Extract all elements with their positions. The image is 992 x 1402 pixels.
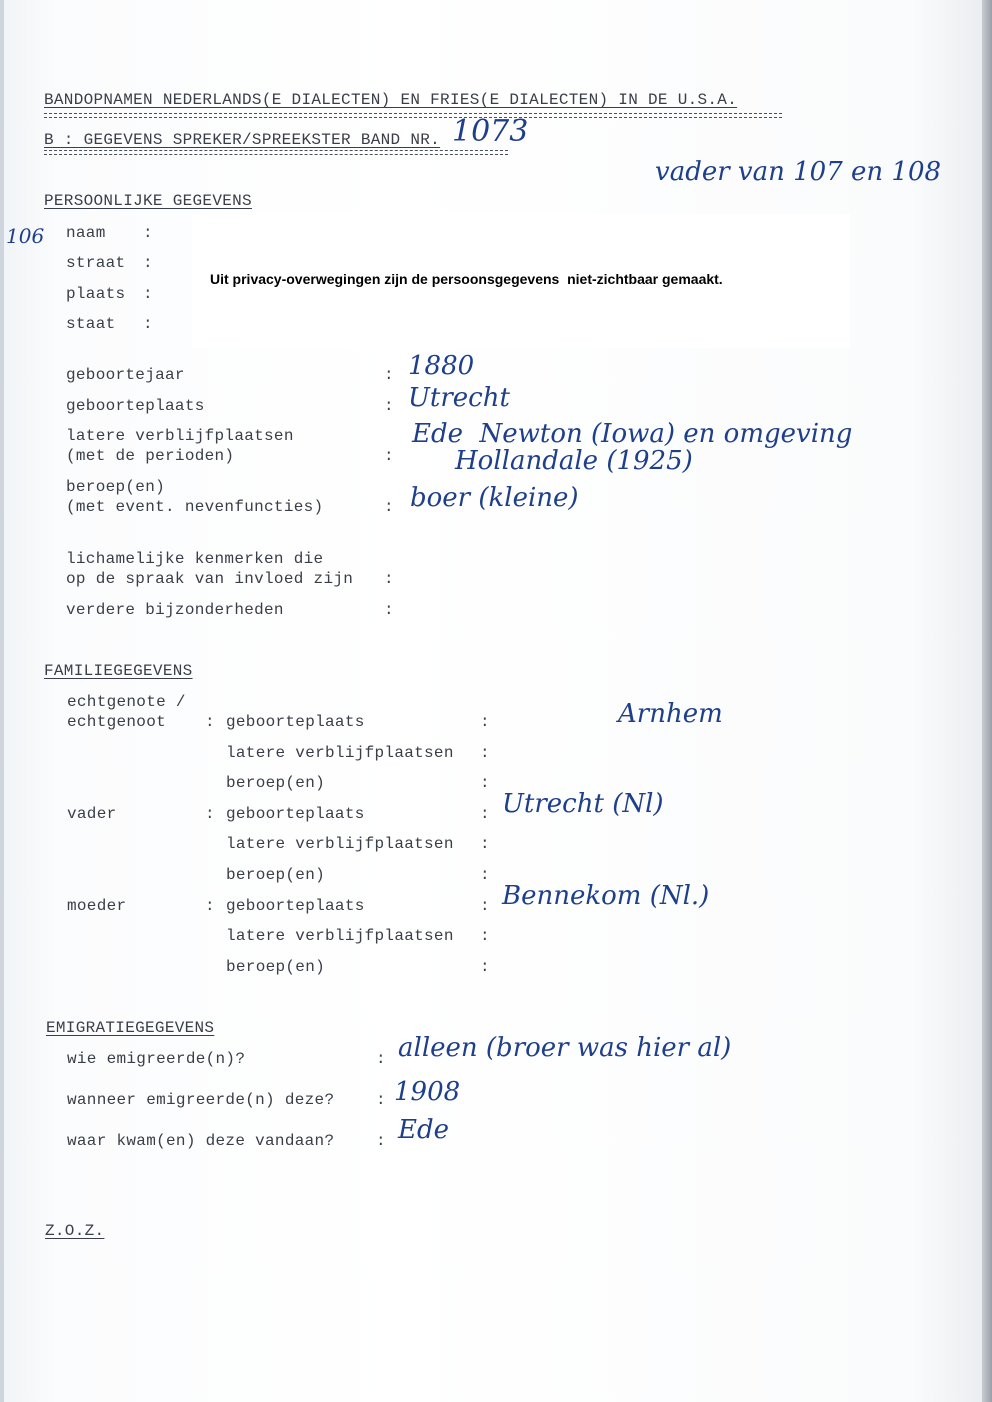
label-vader-beroep: beroep(en) [226,866,326,884]
page-footer-zoz: Z.O.Z. [45,1222,105,1240]
label-beroep: beroep(en) [66,478,166,496]
value-spouse-geboorteplaats: Arnhem [618,699,723,729]
subtitle-rule-2 [44,154,508,155]
label-moeder-beroep: beroep(en) [226,958,326,976]
label-vader-verblijf: latere verblijfplaatsen [226,835,454,853]
colon: : [205,897,215,915]
label-geboortejaar: geboortejaar [66,366,185,384]
colon: : [376,1132,386,1150]
colon: : [480,744,490,762]
colon: : [143,254,153,272]
colon: : [480,897,490,915]
document-title: BANDOPNAMEN NEDERLANDS(E DIALECTEN) EN FRIES(E DIALECTEN) IN DE U.S.A. [44,91,738,109]
label-moeder-geboorteplaats: geboorteplaats [226,897,365,915]
label-vader: vader [67,805,117,823]
page-fold-edge [0,0,4,1402]
value-wie-emigreerde: alleen (broer was hier al) [398,1033,732,1063]
value-wanneer-emigreerde: 1908 [394,1077,461,1107]
value-verblijfplaatsen-1: Ede Newton (Iowa) en omgeving [412,419,853,449]
label-moeder: moeder [67,897,127,915]
colon: : [480,835,490,853]
section-heading-personal: PERSOONLIJKE GEGEVENS [44,192,252,210]
label-verblijfplaatsen: latere verblijfplaatsen [66,427,294,445]
colon: : [376,1050,386,1068]
colon: : [384,601,394,619]
label-echtgenoot: echtgenoot [67,713,167,731]
label-nevenfuncties: (met event. nevenfuncties) [66,498,324,516]
title-rule-2 [44,117,782,118]
label-waar-vandaan: waar kwam(en) deze vandaan? [67,1132,335,1150]
label-spouse-geboorteplaats: geboorteplaats [226,713,365,731]
label-spouse-beroep: beroep(en) [226,774,326,792]
colon: : [384,366,394,384]
page-edge-shadow [982,0,992,1402]
colon: : [480,958,490,976]
label-plaats: plaats [66,285,126,303]
colon: : [480,866,490,884]
label-spouse-verblijf: latere verblijfplaatsen [226,744,454,762]
section-heading-family: FAMILIEGEGEVENS [44,662,193,680]
band-number-handwritten: 1073 [452,114,529,149]
title-rule [44,113,782,114]
colon: : [143,285,153,303]
label-spraak: op de spraak van invloed zijn [66,570,354,588]
colon: : [384,447,394,465]
colon: : [480,927,490,945]
label-staat: staat [66,315,116,333]
colon: : [205,713,215,731]
label-wie-emigreerde: wie emigreerde(n)? [67,1050,246,1068]
margin-note: 106 [6,224,45,248]
label-vader-geboorteplaats: geboorteplaats [226,805,365,823]
colon: : [143,224,153,242]
colon: : [376,1091,386,1109]
value-geboortejaar: 1880 [408,351,475,381]
band-subtitle: B : GEGEVENS SPREKER/SPREEKSTER BAND NR. [44,131,441,149]
label-echtgenote: echtgenote / [67,693,186,711]
subtitle-rule [44,150,508,151]
colon: : [384,570,394,588]
section-heading-emigration: EMIGRATIEGEGEVENS [46,1019,215,1037]
colon: : [384,397,394,415]
label-kenmerken: lichamelijke kenmerken die [66,550,324,568]
handwritten-annotation: vader van 107 en 108 [655,157,942,187]
colon: : [480,805,490,823]
value-geboorteplaats: Utrecht [408,383,510,413]
value-verblijfplaatsen-2: Hollandale (1925) [455,446,693,476]
value-moeder-geboorteplaats: Bennekom (Nl.) [502,881,710,911]
label-wanneer-emigreerde: wanneer emigreerde(n) deze? [67,1091,335,1109]
label-straat: straat [66,254,126,272]
colon: : [480,774,490,792]
colon: : [480,713,490,731]
label-bijzonderheden: verdere bijzonderheden [66,601,284,619]
colon: : [384,498,394,516]
privacy-notice: Uit privacy-overwegingen zijn de persoonsgegevens niet-zichtbaar gemaakt. [210,271,723,287]
value-vader-geboorteplaats: Utrecht (Nl) [502,789,664,819]
colon: : [143,315,153,333]
label-geboorteplaats: geboorteplaats [66,397,205,415]
label-moeder-verblijf: latere verblijfplaatsen [226,927,454,945]
colon: : [205,805,215,823]
label-perioden: (met de perioden) [66,447,235,465]
label-naam: naam [66,224,106,242]
value-waar-vandaan: Ede [398,1115,450,1145]
value-beroep: boer (kleine) [410,483,579,513]
